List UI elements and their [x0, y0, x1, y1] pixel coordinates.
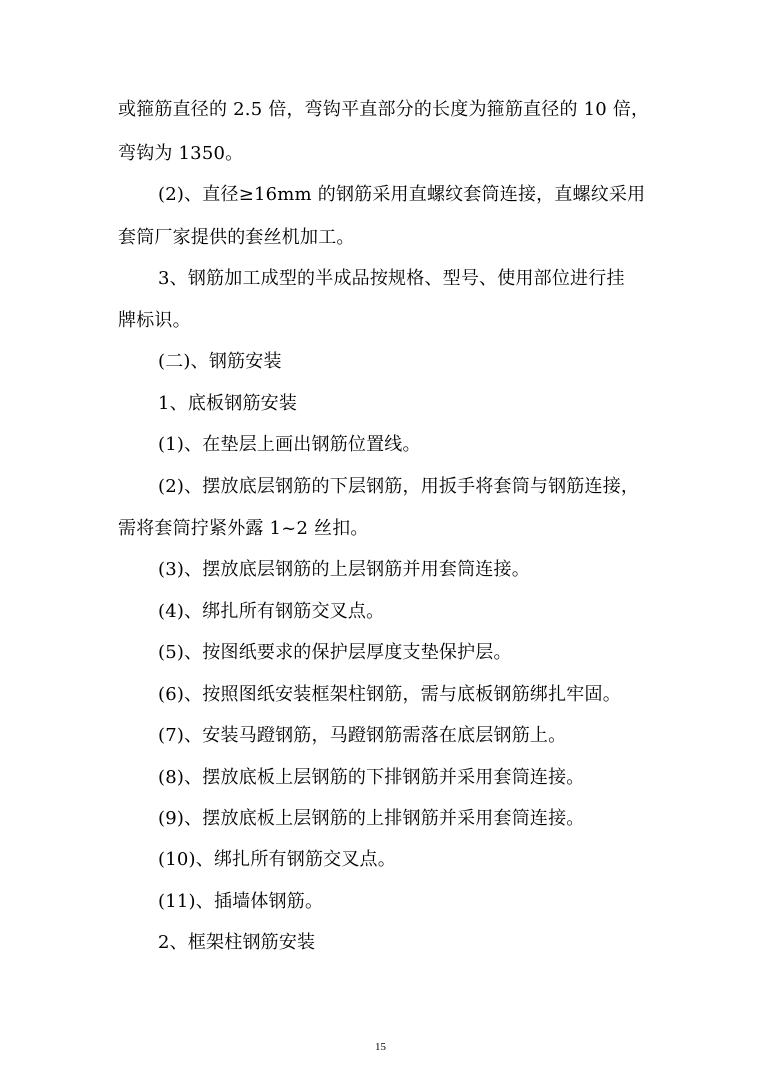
body-text-line: 弯钩为 1350。: [118, 143, 244, 164]
subsection-heading: 2、框架柱钢筋安装: [158, 932, 316, 953]
list-item-text: (2)、直径≥16mm 的钢筋采用直螺纹套筒连接，直螺纹采用: [158, 184, 646, 205]
list-item-text: (10)、绑扎所有钢筋交叉点。: [158, 849, 396, 870]
list-item-text: (4)、绑扎所有钢筋交叉点。: [158, 601, 385, 622]
subsection-heading: 1、底板钢筋安装: [158, 393, 298, 414]
list-item-text: (6)、按照图纸安装框架柱钢筋，需与底板钢筋绑扎牢固。: [158, 684, 621, 705]
list-item-text: (3)、摆放底层钢筋的上层钢筋并用套筒连接。: [158, 559, 530, 580]
list-item-text: (1)、在垫层上画出钢筋位置线。: [158, 434, 421, 455]
list-item-text: 3、钢筋加工成型的半成品按规格、型号、使用部位进行挂: [158, 268, 625, 289]
body-text-line: 牌标识。: [118, 310, 191, 331]
list-item-text: (9)、摆放底板上层钢筋的上排钢筋并采用套筒连接。: [158, 808, 585, 829]
list-item-text: (7)、安装马蹬钢筋，马蹬钢筋需落在底层钢筋上。: [158, 725, 567, 746]
list-item-text: (5)、按图纸要求的保护层厚度支垫保护层。: [158, 642, 512, 663]
list-item-text: (2)、摆放底层钢筋的下层钢筋，用扳手将套筒与钢筋连接，: [158, 476, 640, 497]
body-text-line: 或箍筋直径的 2.5 倍，弯钩平直部分的长度为箍筋直径的 10 倍，: [118, 99, 650, 120]
body-text-line: 套筒厂家提供的套丝机加工。: [118, 227, 355, 248]
section-heading: (二)、钢筋安装: [158, 351, 282, 372]
list-item-text: (11)、插墙体钢筋。: [158, 891, 324, 912]
page-number: 15: [375, 1041, 386, 1053]
body-text-line: 需将套筒拧紧外露 1~2 丝扣。: [118, 518, 369, 539]
list-item-text: (8)、摆放底板上层钢筋的下排钢筋并采用套筒连接。: [158, 767, 585, 788]
